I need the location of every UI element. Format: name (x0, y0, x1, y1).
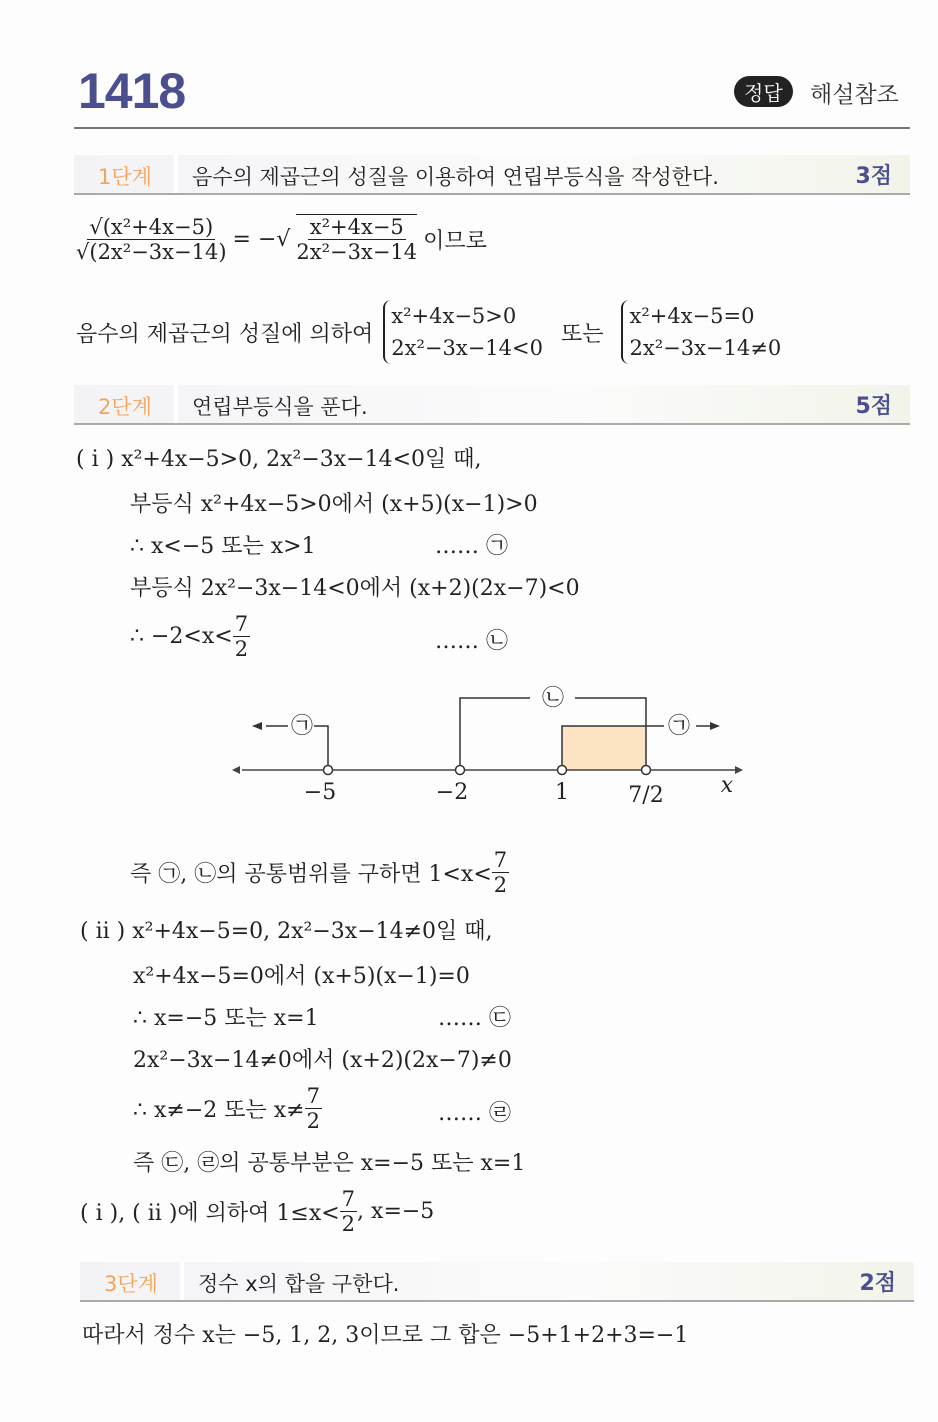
axis-label: x (720, 773, 734, 798)
step-title: 음수의 제곱근의 성질을 이용하여 연립부등식을 작성한다. (192, 165, 719, 189)
step-title: 연립부등식을 푼다. (192, 395, 368, 419)
math-line: 즉 ㉠, ㉡의 공통범위를 구하면 1<x< $\frac{7}{2}$ (130, 848, 508, 897)
math-line: 즉 ㉢, ㉣의 공통부분은 x=−5 또는 x=1 (133, 1151, 526, 1176)
tick-label-seven-halves: 7/2 (628, 783, 664, 808)
arrow-right-icon (710, 722, 720, 730)
tick-label: 1 (555, 780, 569, 805)
label-nieun: ㉡ (541, 686, 565, 711)
fraction-denominator: 2x²−3x−14 (296, 240, 418, 264)
tick-label: −2 (435, 780, 469, 805)
arrow-left-icon (252, 722, 262, 730)
math-line: 부등식 2x²−3x−14<0에서 (x+2)(2x−7)<0 (130, 576, 580, 601)
step-title: 정수 x의 합을 구한다. (198, 1272, 400, 1296)
step-2-bar (74, 385, 910, 425)
math-line: ∴ x=−5 또는 x=1 (133, 1006, 319, 1031)
case-1-heading: ( i ) x²+4x−5>0, 2x²−3x−14<0일 때, (76, 447, 482, 472)
step-1-bar (74, 155, 910, 195)
step-points: 5점 (855, 394, 892, 419)
step-3-bar (80, 1262, 914, 1302)
label-giyeok: ㉠ (290, 714, 314, 739)
case-2-heading: ( ii ) x²+4x−5=0, 2x²−3x−14≠0일 때, (80, 919, 493, 944)
answer-reference: 해설참조 (810, 82, 899, 108)
divider (74, 127, 910, 129)
system-2: x²+4x−5=0 2x²−3x−14≠0 (621, 300, 781, 364)
math-line: ∴ x<−5 또는 x>1 (130, 534, 316, 559)
common-range-shade (562, 726, 646, 770)
answer-badge: 정답 (734, 76, 793, 107)
math-line: ∴ x≠−2 또는 x≠ $\frac{7}{2}$ (133, 1084, 320, 1133)
math-line: x²+4x−5=0에서 (x+5)(x−1)=0 (133, 964, 470, 989)
tag: …… ㉣ (438, 1101, 511, 1126)
math-line: 부등식 x²+4x−5>0에서 (x+5)(x−1)>0 (130, 492, 538, 517)
text: 이므로 (423, 228, 487, 254)
tag: …… ㉡ (435, 629, 508, 654)
label-giyeok: ㉠ (667, 714, 691, 739)
tick-label: −5 (303, 780, 337, 805)
problem-number: 1418 (78, 63, 186, 119)
text: 음수의 제곱근의 성질에 의하여 (76, 321, 374, 347)
step-points: 2점 (859, 1271, 896, 1296)
tag: …… ㉢ (438, 1006, 511, 1031)
text: 또는 (560, 321, 604, 347)
system-1: x²+4x−5>0 2x²−3x−14<0 (383, 300, 543, 364)
final-answer: 따라서 정수 x는 −5, 1, 2, 3이므로 그 합은 −5+1+2+3=−1 (82, 1323, 689, 1348)
step-points: 3점 (855, 164, 892, 189)
fraction-denominator: √(2x²−3x−14) (76, 239, 227, 264)
step-label: 3단계 (104, 1272, 158, 1296)
fraction-numerator: √(x²+4x−5) (89, 214, 214, 239)
step-label: 1단계 (98, 165, 152, 189)
math-line: ∴ −2<x< $\frac{7}{2}$ (130, 612, 249, 661)
conclusion-line: ( i ), ( ii )에 의하여 1≤x< $\frac{7}{2}$ , x=−5 (80, 1187, 435, 1236)
number-line (230, 680, 750, 830)
tag: …… ㉠ (435, 534, 508, 559)
step-label: 2단계 (98, 395, 152, 419)
equals-sign: = −√ (232, 226, 291, 252)
fraction-numerator: x²+4x−5 (309, 215, 404, 239)
math-line: 2x²−3x−14≠0에서 (x+2)(2x−7)≠0 (133, 1048, 512, 1073)
equation-1 (76, 214, 487, 264)
system-line (76, 300, 781, 364)
